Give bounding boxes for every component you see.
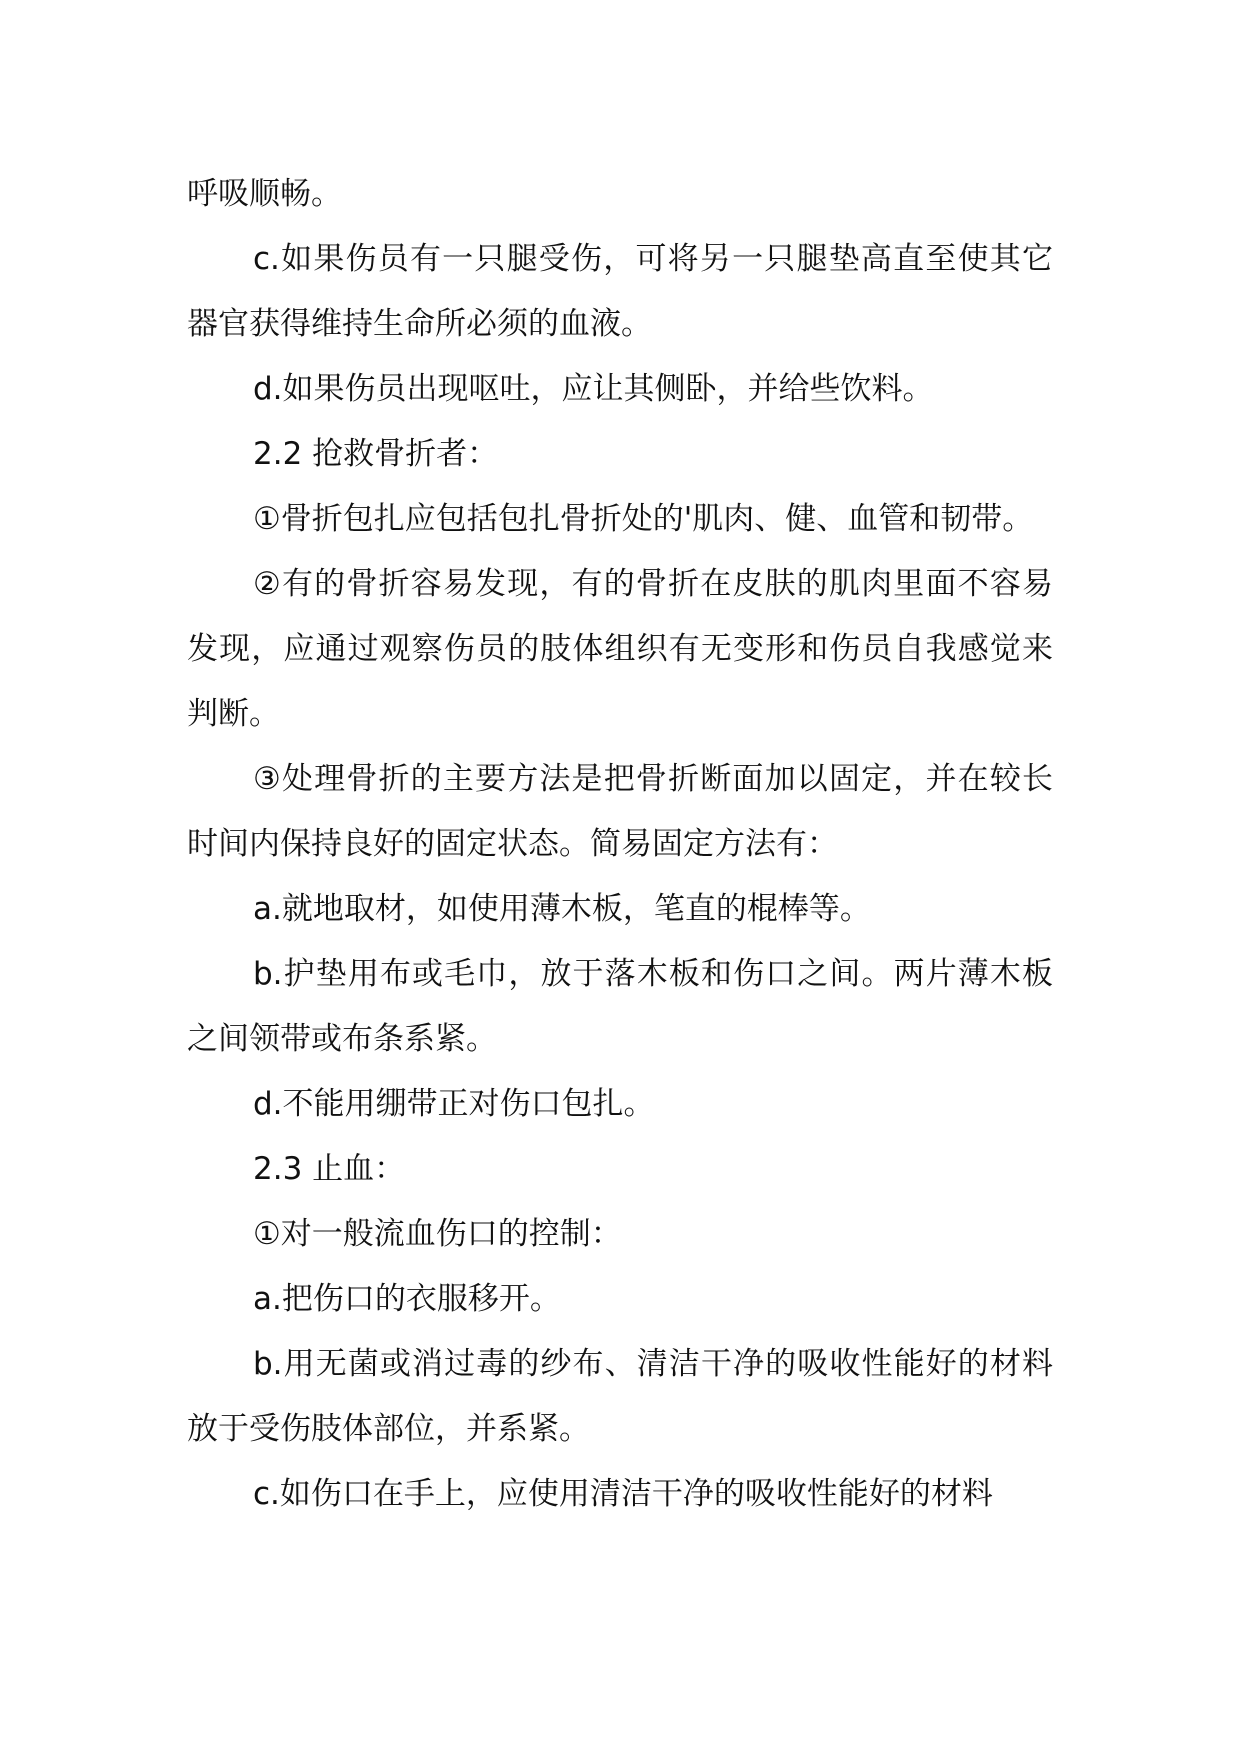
- paragraph-item-a-clothes: a.把伤口的衣服移开。: [253, 1281, 561, 1317]
- paragraph-item-b-padding: b.护垫用布或毛巾，放于落木板和伤口之间。两片薄木板之间领带或布条系紧。: [187, 956, 1053, 1057]
- paragraph-item-d-bandage: d.不能用绷带正对伤口包扎。: [253, 1086, 655, 1122]
- section-heading-2-2: 2.2 抢救骨折者：: [253, 436, 499, 472]
- paragraph-item-3-method: ③处理骨折的主要方法是把骨折断面加以固定，并在较长时间内保持良好的固定状态。简易固定方法有：: [187, 761, 1053, 862]
- paragraph-continuation: 呼吸顺畅。: [187, 176, 342, 212]
- paragraph-item-2-detect: ②有的骨折容易发现，有的骨折在皮肤的肌肉里面不容易发现，应通过观察伤员的肢体组织有无变形和伤员自我感觉来判断。: [187, 566, 1053, 732]
- paragraph-item-d-vomit: d.如果伤员出现呕吐，应让其侧卧，并给些饮料。: [253, 371, 934, 407]
- document-body: [187, 162, 1053, 1527]
- paragraph-item-c-hand: c.如伤口在手上，应使用清洁干净的吸收性能好的材料: [253, 1476, 993, 1512]
- paragraph-item-1-bleeding: ①对一般流血伤口的控制：: [253, 1216, 622, 1252]
- section-heading-2-3: 2.3 止血：: [253, 1151, 406, 1187]
- paragraph-item-a-material: a.就地取材，如使用薄木板，笔直的棍棒等。: [253, 891, 871, 927]
- paragraph-item-c-leg: c.如果伤员有一只腿受伤，可将另一只腿垫高直至使其它器官获得维持生命所必须的血液。: [187, 241, 1053, 342]
- paragraph-item-b-gauze: b.用无菌或消过毒的纱布、清洁干净的吸收性能好的材料放于受伤肢体部位，并系紧。: [187, 1346, 1053, 1447]
- paragraph-item-1-bandage: ①骨折包扎应包括包扎骨折处的'肌肉、健、血管和韧带。: [253, 501, 1034, 537]
